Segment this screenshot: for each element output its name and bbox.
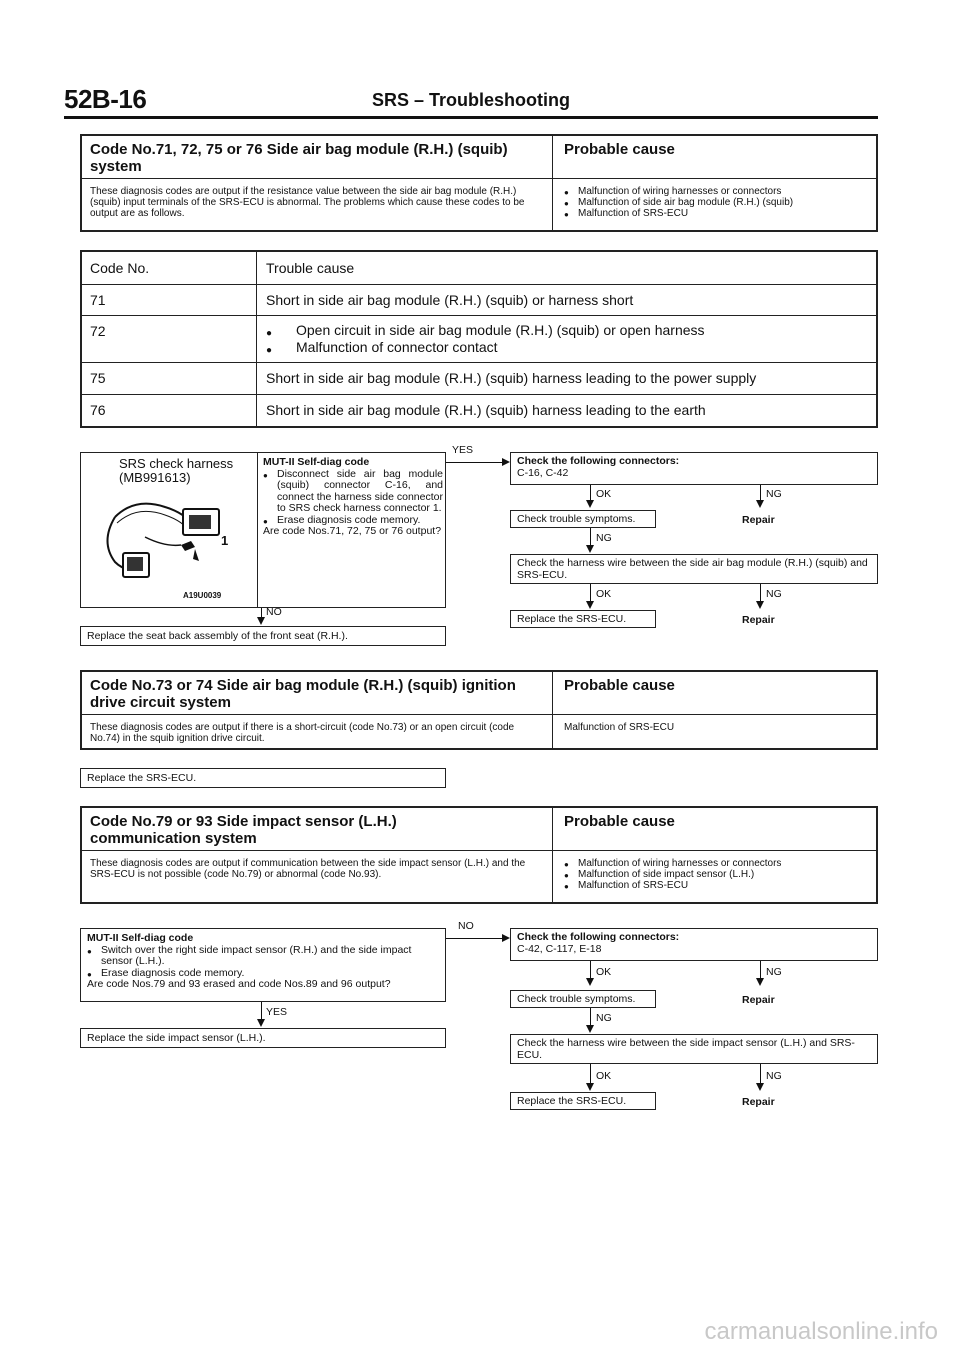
- mut-step: ● Disconnect side air bag module (squib) connector C-16, and connect the harness side connector to SRS check harness connector 1.: [263, 469, 443, 515]
- page-code: 52B-16: [64, 84, 147, 114]
- code-cell: 71: [90, 292, 106, 308]
- sec2-title: Code No.73 or 74 Side air bag module (R.H.) (squib) ignition drive circuit system: [90, 677, 516, 711]
- yes-label: YES: [452, 444, 474, 456]
- trouble-cell: [266, 322, 866, 356]
- no-label: NO: [266, 606, 282, 618]
- harness-title: SRS check harness: [119, 456, 234, 471]
- ng-label: NG: [596, 1012, 612, 1024]
- connector-title: Check the following connectors:: [517, 455, 680, 467]
- yes-label: YES: [266, 1006, 288, 1018]
- mut-procedure: [263, 457, 443, 538]
- code-cell: 72: [90, 323, 106, 339]
- connector-list: C-16, C-42: [517, 466, 569, 479]
- code-col-header: Code No.: [90, 260, 150, 276]
- trouble-cell: Short in side air bag module (R.H.) (squib) harness leading to the earth: [266, 402, 706, 418]
- harness-part: (MB991613): [119, 470, 191, 485]
- check-wire-box: Check the harness wire between the side impact sensor (L.H.) and SRS-ECU.: [510, 1034, 878, 1064]
- ok-label: OK: [596, 488, 612, 500]
- sec2-table: [80, 670, 878, 750]
- cause-item: ● Malfunction of SRS-ECU: [564, 880, 874, 891]
- replace-sensor-box: Replace the side impact sensor (L.H.).: [80, 1028, 446, 1048]
- repair-label: Repair: [742, 514, 775, 526]
- repair-label: Repair: [742, 1096, 775, 1108]
- no-label: NO: [458, 920, 474, 932]
- sec1-table: [80, 134, 878, 232]
- ok-label: OK: [596, 966, 612, 978]
- ng-label: NG: [766, 588, 782, 600]
- ng-label: NG: [596, 532, 612, 544]
- repair-label: Repair: [742, 614, 775, 626]
- replace-ecu-box: Replace the SRS-ECU.: [510, 1092, 656, 1110]
- ng-label: NG: [766, 966, 782, 978]
- sec3-title: Code No.79 or 93 Side impact sensor (L.H.) communication system: [90, 813, 397, 847]
- figure-number: 1: [221, 533, 229, 548]
- header-rule: [64, 116, 878, 119]
- mut-step: ● Switch over the right side impact sensor (R.H.) and the side impact sensor (L.H.).: [87, 945, 439, 968]
- trouble-cell: Short in side air bag module (R.H.) (squib) harness leading to the power supply: [266, 370, 757, 386]
- sec2-cause-head: Probable cause: [564, 677, 675, 694]
- connector-title: Check the following connectors:: [517, 931, 680, 943]
- sec2-cause: Malfunction of SRS-ECU: [564, 722, 675, 733]
- cause-item: ● Malfunction of SRS-ECU: [564, 208, 874, 219]
- code-table: [80, 250, 878, 428]
- check-wire-box: Check the harness wire between the side air bag module (R.H.) (squib) and SRS-ECU.: [510, 554, 878, 584]
- flow2-connector-box: [510, 928, 878, 961]
- mut-step: ● Erase diagnosis code memory.: [263, 515, 443, 527]
- mut-step: ● Erase diagnosis code memory.: [87, 968, 439, 980]
- replace-seat-box: Replace the seat back assembly of the front seat (R.H.).: [80, 626, 446, 646]
- cause-item: ● Malfunction of side impact sensor (L.H.): [564, 869, 874, 880]
- ok-label: OK: [596, 588, 612, 600]
- cause-item: ● Malfunction of wiring harnesses or connectors: [564, 858, 874, 869]
- code-cell: 75: [90, 370, 106, 386]
- trouble-bullet: ● Malfunction of connector contact: [266, 339, 866, 356]
- mut-title: MUT-II Self-diag code: [263, 456, 370, 468]
- sec2-action-box: Replace the SRS-ECU.: [80, 768, 446, 788]
- sec3-cause-head: Probable cause: [564, 813, 675, 830]
- sec3-causes: [564, 858, 874, 891]
- cause-item: ● Malfunction of side air bag module (R.H.) (squib): [564, 197, 874, 208]
- sec3-table: [80, 806, 878, 904]
- trouble-cell: Short in side air bag module (R.H.) (squib) or harness short: [266, 292, 634, 308]
- ng-label: NG: [766, 1070, 782, 1082]
- trouble-bullet: ● Open circuit in side air bag module (R.H.) (squib) or open harness: [266, 322, 866, 339]
- ng-label: NG: [766, 488, 782, 500]
- mut-question: Are code Nos.79 and 93 erased and code Nos.89 and 96 output?: [87, 978, 391, 990]
- flow2-mut-box: [80, 928, 446, 1002]
- repair-label: Repair: [742, 994, 775, 1006]
- sec1-causes: [564, 186, 874, 219]
- page-title: SRS – Troubleshooting: [372, 90, 571, 110]
- sec3-desc: These diagnosis codes are output if communication between the side impact sensor (L.H.) and the SRS-ECU is not possible (code No.79) or abnormal (code No.93).: [90, 858, 526, 880]
- check-trouble-box: Check trouble symptoms.: [510, 510, 656, 528]
- sec1-title: Code No.71, 72, 75 or 76 Side air bag module (R.H.) (squib) system: [90, 141, 508, 175]
- sec1-desc: These diagnosis codes are output if the resistance value between the side air bag module (R.H.) (squib) input terminals of the SRS-ECU is abnormal. The problems which cause these codes to be output are as follows.: [90, 186, 525, 219]
- sec2-desc: These diagnosis codes are output if there is a short-circuit (code No.73) or an open circuit (code No.74) in the squib ignition drive circuit.: [90, 722, 515, 744]
- connector-list: C-42, C-117, E-18: [517, 942, 602, 955]
- watermark: carmanualsonline.info: [704, 1318, 938, 1345]
- mut-question: Are code Nos.71, 72, 75 or 76 output?: [263, 525, 442, 537]
- sec1-cause-head: Probable cause: [564, 141, 675, 158]
- cause-col-header: Trouble cause: [266, 260, 355, 276]
- figure-code: A19U0039: [183, 591, 222, 600]
- flow1-check-box: [80, 452, 446, 608]
- replace-ecu-box: Replace the SRS-ECU.: [510, 610, 656, 628]
- cause-item: ● Malfunction of wiring harnesses or connectors: [564, 186, 874, 197]
- flow1-connector-box: [510, 452, 878, 485]
- ok-label: OK: [596, 1070, 612, 1082]
- code-cell: 76: [90, 402, 106, 418]
- check-trouble-box: Check trouble symptoms.: [510, 990, 656, 1008]
- mut-title: MUT-II Self-diag code: [87, 932, 194, 944]
